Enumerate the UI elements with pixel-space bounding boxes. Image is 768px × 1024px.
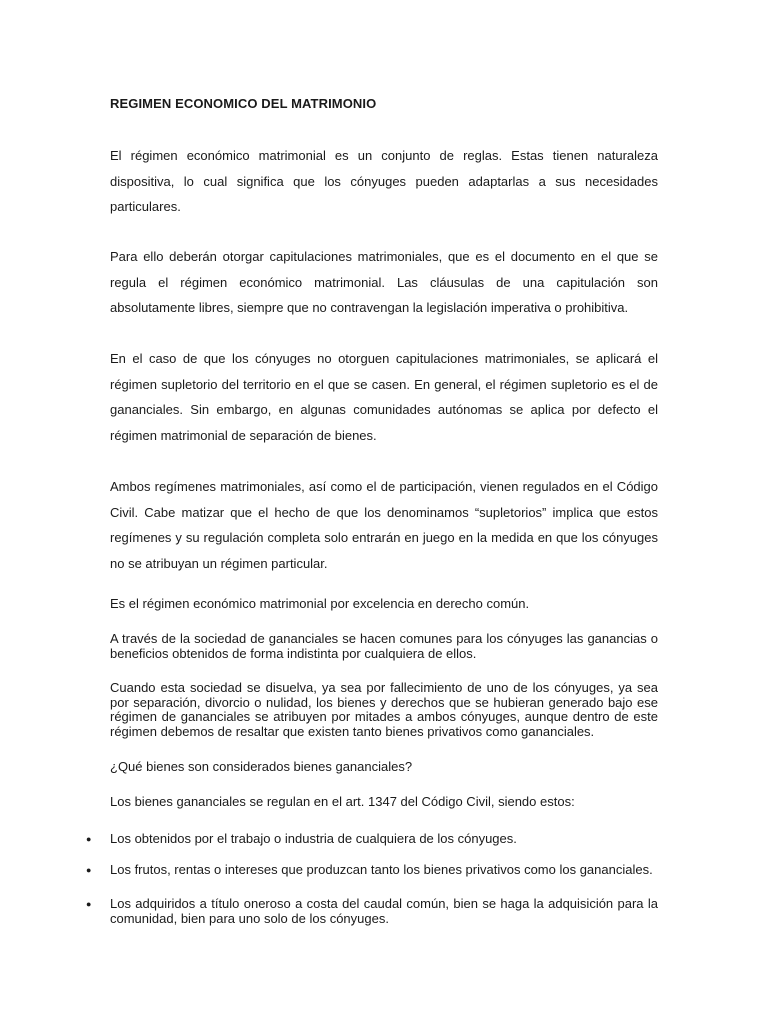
bullet-dot-icon: ● [86, 834, 92, 844]
paragraph-3: En el caso de que los cónyuges no otorguen capitulaciones matrimoniales, se aplicará el régimen supletorio del territorio en el que se casen. En general, el régimen supletorio es el de gananciales. Sin embargo, en algunas comunidades autónomas se aplica por defecto el régimen matrimonial de separación de bienes. [110, 351, 658, 443]
paragraph-8: ¿Qué bienes son considerados bienes gananciales? [110, 759, 413, 774]
paragraph-4: Ambos regímenes matrimoniales, así como el de participación, vienen regulados en el Código Civil. Cabe matizar que el hecho de que los denominamos “supletorios” implica que estos regímenes y su regulación completa solo entrarán en juego en la medida en que los cónyuges no se atribuyan un régimen particular. [110, 479, 658, 571]
paragraph-5: Es el régimen económico matrimonial por excelencia en derecho común. [110, 596, 530, 611]
paragraph-2: Para ello deberán otorgar capitulaciones matrimoniales, que es el documento en el que se regula el régimen económico matrimonial. Las cláusulas de una capitulación son absolutamente libres, siempre que no contravengan la legislación imperativa o prohibitiva. [110, 249, 658, 315]
paragraph-7: Cuando esta sociedad se disuelva, ya sea por fallecimiento de uno de los cónyuges, ya sea por separación, divorcio o nulidad, los bienes y derechos que se hubieran generado bajo ese régimen de gananciales se atribuyen por mitades a ambos cónyuges, aunque dentro de este régimen debemos de resaltar que existen tanto bienes privativos como gananciales. [110, 680, 658, 739]
paragraph-9: Los bienes gananciales se regulan en el art. 1347 del Código Civil, siendo estos: [110, 794, 575, 809]
bullet-item-text: Los frutos, rentas o intereses que produzcan tanto los bienes privativos como los gananciales. [110, 862, 653, 877]
bullet-item-text: Los obtenidos por el trabajo o industria de cualquiera de los cónyuges. [110, 831, 517, 846]
bullet-item-text: Los adquiridos a título oneroso a costa del caudal común, bien se haga la adquisición para la comunidad, bien para uno solo de los cónyuges. [110, 896, 658, 926]
paragraph-1: El régimen económico matrimonial es un conjunto de reglas. Estas tienen naturaleza dispositiva, lo cual significa que los cónyuges pueden adaptarlas a sus necesidades particulares. [110, 148, 658, 214]
bullet-dot-icon: ● [86, 865, 92, 875]
document-title: REGIMEN ECONOMICO DEL MATRIMONIO [110, 96, 377, 111]
paragraph-6: A través de la sociedad de gananciales se hacen comunes para los cónyuges las ganancias o beneficios obtenidos de forma indistinta por cualquiera de ellos. [110, 631, 658, 661]
bullet-dot-icon: ● [86, 899, 92, 909]
